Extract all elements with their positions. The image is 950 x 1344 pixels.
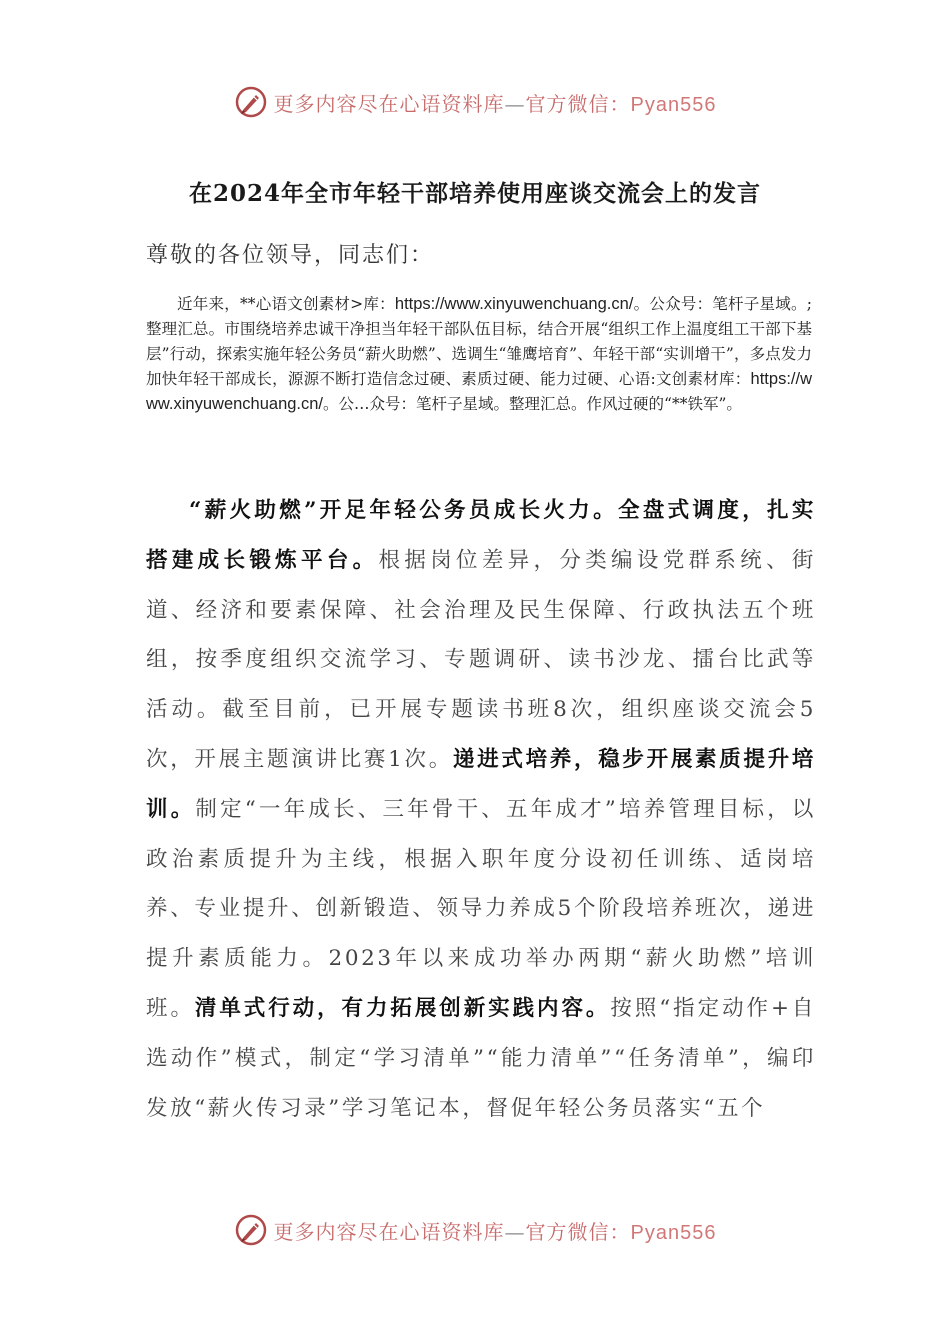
document-title: 在2024年全市年轻干部培养使用座谈交流会上的发言: [188, 180, 761, 207]
pen-nib-logo-icon: [234, 1213, 268, 1247]
banner-dash: —: [504, 91, 526, 116]
intro-text-2: 。公众号：笔杆子星域。;整理汇总。市围绕培养忠诚干净担当年轻干部队伍目标，结合开展“组织工作上温度组工干部下基层”行动，探索实施年轻公务员“薪火助燃”、选调生“雏鹰培育”、年轻干部“实训增干”，多点发力加快年轻干部成长，源源不断打造信念过硬、素质过硬、能力过硬、心语:文创素材库：: [146, 295, 812, 388]
banner-wechat-label: 官方微信：: [525, 91, 631, 116]
body-text-1: 根据岗位差异，分类编设党群系统、街道、经济和要素保障、社会治理及民生保障、行政执法五个班组，按季度组织交流学习、专题调研、读书沙龙、擂台比武等活动。截至目前，已开展专题读书班8次，组织座谈交流会5次，开展主题演讲比赛1次。: [146, 547, 817, 772]
banner-text: [274, 88, 717, 117]
footer-banner-content: [234, 1213, 717, 1247]
intro-text-1: 近年来，**心语文创素材>库：: [177, 295, 395, 313]
bold-lead-2: 递进式培养，稳步开展素质提升培训。: [146, 746, 816, 822]
banner-wechat-id: Pyan556: [630, 93, 717, 116]
banner-text: [274, 1216, 717, 1245]
intro-url-1: https://www.xinyuwenchuang.cn/: [394, 295, 634, 313]
bold-lead-3: 清单式行动，有力拓展创新实践内容。: [194, 995, 611, 1021]
banner-dash: —: [504, 1219, 526, 1244]
section-heading: “薪火助燃”开足年轻公务员成长火力。: [189, 498, 618, 523]
banner-library-text: 更多内容尽在心语资料库: [273, 91, 505, 116]
intro-url-2: https://www.xinyuwenchuang.cn/: [146, 370, 812, 413]
banner-wechat-label: 官方微信：: [525, 1219, 631, 1244]
header-banner: [0, 82, 950, 122]
salutation: 尊敬的各位领导，同志们：: [146, 243, 435, 268]
pen-nib-logo-icon: [234, 85, 268, 119]
section-paragraph: [146, 486, 816, 1133]
banner-library-text: 更多内容尽在心语资料库: [273, 1219, 505, 1244]
intro-paragraph: [146, 292, 812, 417]
footer-banner: [0, 1210, 950, 1250]
intro-text-3: 。公…众号：笔杆子星域。整理汇总。作风过硬的“**铁军”。: [323, 395, 742, 413]
header-banner-content: [234, 85, 717, 119]
banner-wechat-id: Pyan556: [630, 1221, 717, 1244]
bold-lead-1: 全盘式调度，扎实搭建成长锻炼平台。: [146, 498, 816, 573]
body-text-3: 按照“指定动作+自选动作”模式，制定“学习清单”“能力清单”“任务清单”，编印发放“薪火传习录”学习笔记本，督促年轻公务员落实“五个: [146, 995, 816, 1121]
body-text-2: 制定“一年成长、三年骨干、五年成才”培养管理目标，以政治素质提升为主线，根据入职年度分设初任训练、适岗培养、专业提升、创新锻造、领导力养成5个阶段培养班次，递进提升素质能力。2023年以来成功举办两期“薪火助燃”培训班。: [146, 796, 816, 1021]
